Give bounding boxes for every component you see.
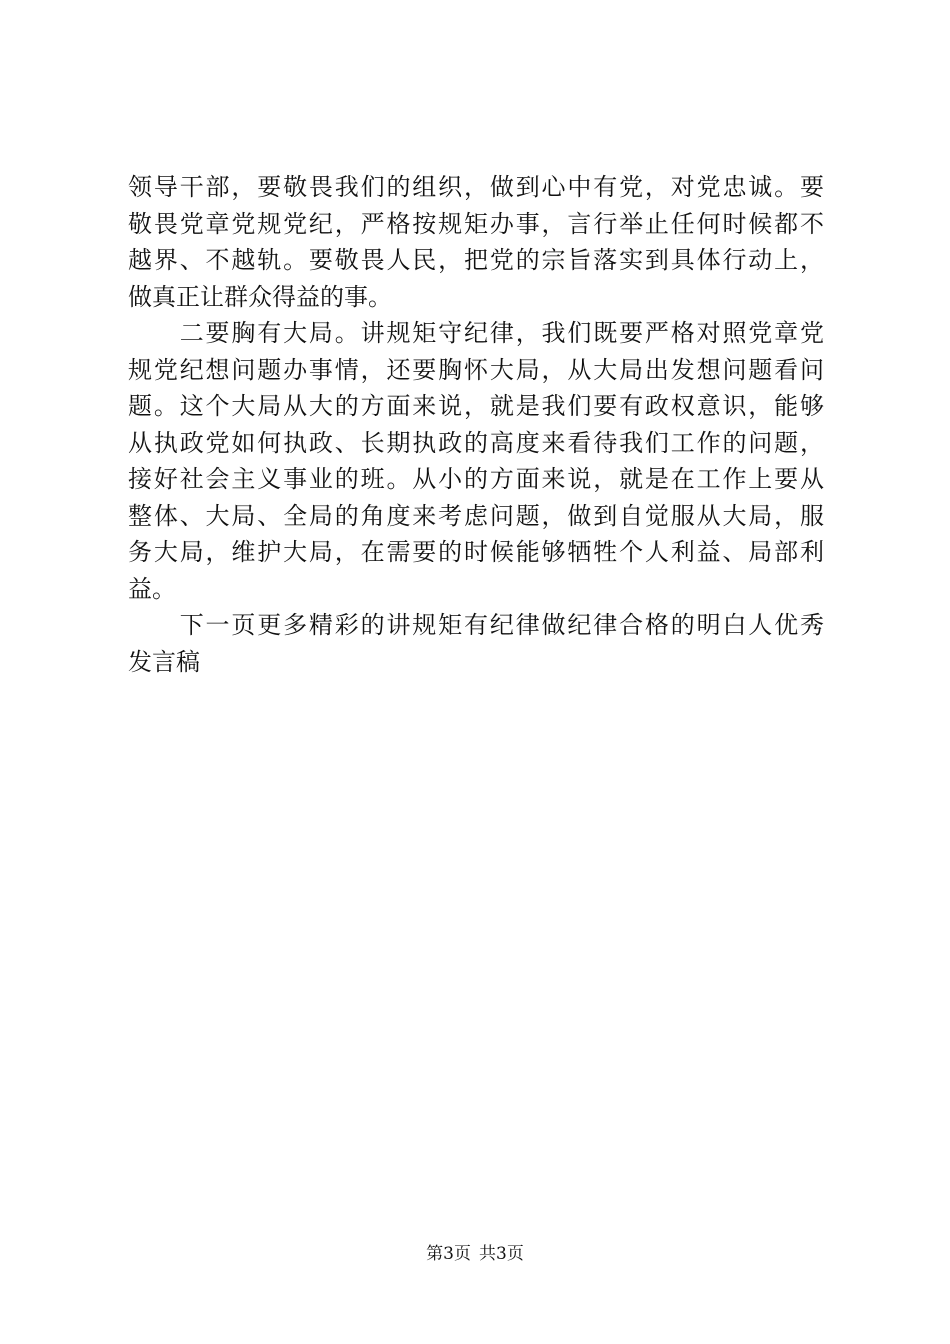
document-body [128, 169, 824, 680]
body-line: 整体、大局、全局的角度来考虑问题，做到自觉服从大局，服 [128, 501, 824, 530]
body-line: 从执政党如何执政、长期执政的高度来看待我们工作的问题， [128, 428, 824, 457]
body-line: 务大局，维护大局，在需要的时候能够牺牲个人利益、局部利 [128, 538, 824, 566]
body-line: 益。 [128, 574, 176, 603]
body-line: 规党纪想问题办事情，还要胸怀大局，从大局出发想问题看问 [128, 355, 824, 384]
body-line: 二要胸有大局。讲规矩守纪律，我们既要严格对照党章党 [128, 319, 824, 347]
body-line: 接好社会主义事业的班。从小的方面来说，就是在工作上要从 [128, 465, 824, 493]
page-footer [0, 1242, 950, 1266]
body-line: 越界、不越轨。要敬畏人民，把党的宗旨落实到具体行动上， [128, 246, 824, 274]
body-line: 发言稿 [128, 647, 200, 676]
body-line: 领导干部，要敬畏我们的组织，做到心中有党，对党忠诚。要 [128, 173, 824, 201]
body-line: 敬畏党章党规党纪，严格按规矩办事，言行举止任何时候都不 [128, 209, 824, 238]
page-total: 共3页 [479, 1244, 524, 1264]
body-line: 做真正让群众得益的事。 [128, 282, 392, 311]
body-line: 题。这个大局从大的方面来说，就是我们要有政权意识，能够 [128, 392, 824, 420]
page-number: 第3页 [426, 1244, 471, 1264]
body-line: 下一页更多精彩的讲规矩有纪律做纪律合格的明白人优秀 [128, 611, 824, 639]
